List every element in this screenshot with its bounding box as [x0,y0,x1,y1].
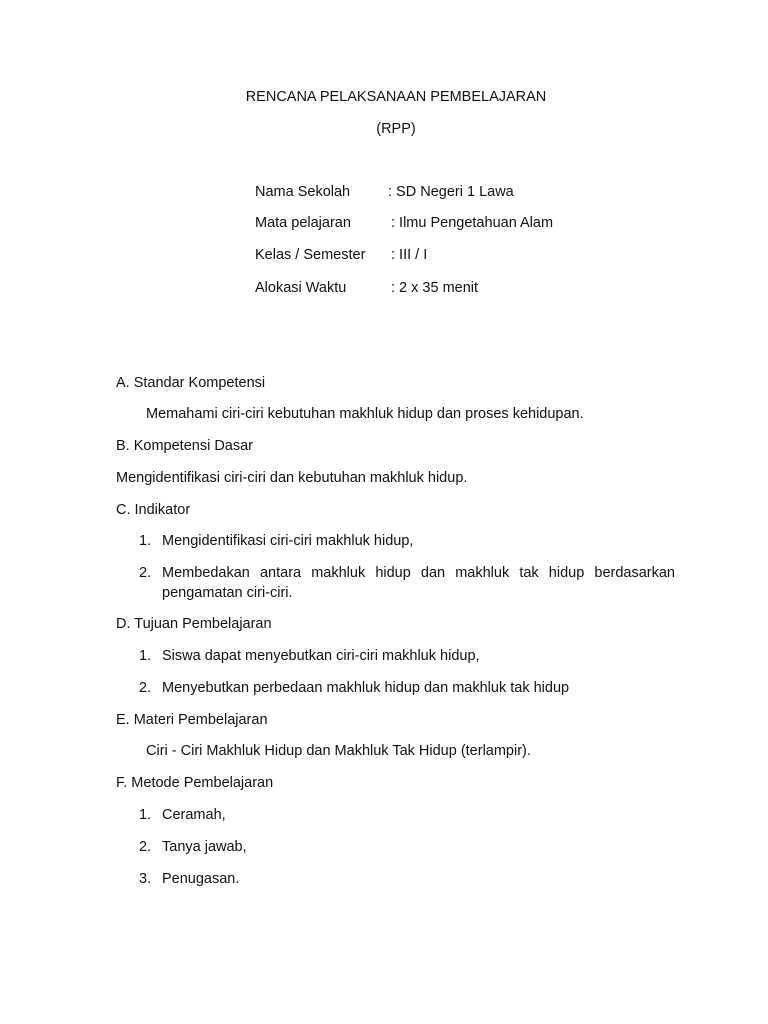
info-label: Nama Sekolah [255,184,351,200]
section-a-heading: A. Standar Kompetensi [116,375,266,391]
info-value: : III / I [391,247,428,263]
list-item: Membedakan antara makhluk hidup dan makhluk tak hidup berdasarkan pengamatan ciri-ciri. [162,565,675,601]
section-e-text: Ciri - Ciri Makhluk Hidup dan Makhluk Tak Hidup (terlampir). [146,743,531,759]
section-b-text: Mengidentifikasi ciri-ciri dan kebutuhan makhluk hidup. [116,470,468,486]
info-value: : 2 x 35 menit [391,280,479,296]
list-number: 2. [139,839,152,855]
info-label: Kelas / Semester [255,247,366,263]
info-value: : SD Negeri 1 Lawa [388,184,514,200]
document-subtitle: (RPP) [376,121,416,137]
section-c-heading: C. Indikator [116,502,191,518]
list-number: 2. [139,680,152,696]
list-number: 1. [139,807,152,823]
list-number: 3. [139,871,152,887]
list-item: Tanya jawab, [162,839,247,855]
document-title: RENCANA PELAKSANAAN PEMBELAJARAN [245,89,547,105]
info-value: : Ilmu Pengetahuan Alam [391,215,554,231]
section-e-heading: E. Materi Pembelajaran [116,712,268,728]
list-item: Mengidentifikasi ciri-ciri makhluk hidup, [162,533,414,549]
list-item: Siswa dapat menyebutkan ciri-ciri makhluk hidup, [162,648,480,664]
list-number: 1. [139,533,152,549]
section-b-heading: B. Kompetensi Dasar [116,438,254,454]
info-label: Alokasi Waktu [255,280,347,296]
section-a-text: Memahami ciri-ciri kebutuhan makhluk hidup dan proses kehidupan. [146,406,584,422]
section-f-heading: F. Metode Pembelajaran [116,775,274,791]
list-item: Menyebutkan perbedaan makhluk hidup dan makhluk tak hidup [162,680,570,696]
list-item: Ceramah, [162,807,226,823]
list-number: 1. [139,648,152,664]
section-d-heading: D. Tujuan Pembelajaran [116,616,272,632]
info-label: Mata pelajaran [255,215,351,231]
list-number: 2. [139,565,152,581]
list-item: Penugasan. [162,871,240,887]
